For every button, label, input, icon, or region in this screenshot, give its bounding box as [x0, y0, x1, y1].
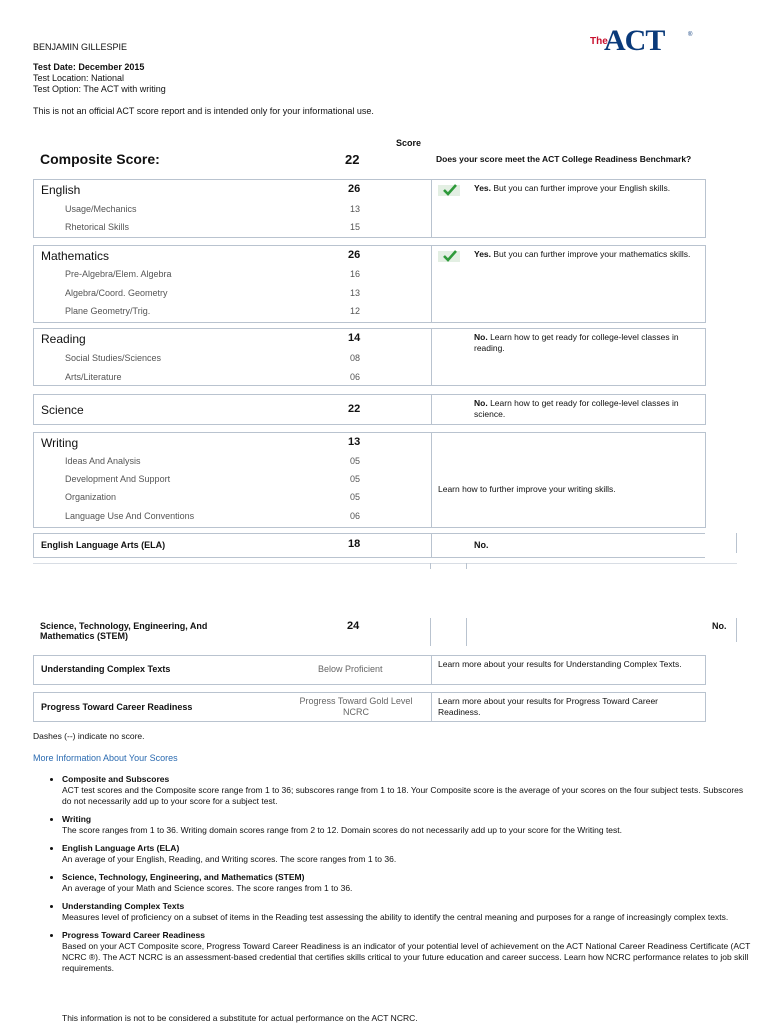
ela-score: 18 [348, 538, 361, 550]
logo-registered: ® [688, 32, 693, 38]
footnote: This information is not to be considered a substitute for actual performance on the ACT NCRC. [62, 1013, 418, 1023]
test-option: Test Option: The ACT with writing [33, 84, 166, 94]
writing-sub-1-label: Ideas And Analysis [65, 456, 141, 466]
uct-score: Below Proficient [318, 664, 383, 674]
english-sub-1-score: 13 [350, 204, 361, 214]
list-item: • Understanding Complex Texts Measures level of proficiency on a subset of items in the Reading test assessing the ability to identify the central meaning and purposes for a range of increasingly complex texts. [62, 901, 752, 923]
benchmark-check-icon [438, 185, 460, 196]
composite-score: 22 [345, 152, 360, 167]
reading-sub-1-score: 08 [350, 353, 361, 363]
uct-message: Learn more about your results for Understanding Complex Texts. [438, 659, 682, 669]
test-location: Test Location: National [33, 73, 125, 83]
english-score: 26 [348, 183, 361, 195]
math-benchmark-message: Yes. But you can further improve your mathematics skills. [474, 249, 691, 259]
ptcr-row [33, 692, 706, 722]
writing-sub-3-label: Organization [65, 492, 117, 502]
writing-section [33, 432, 706, 528]
divider [466, 563, 467, 569]
reading-sub-1-label: Social Studies/Sciences [65, 353, 162, 363]
composite-label: Composite Score: [40, 151, 160, 167]
math-sub-1-score: 16 [350, 269, 361, 279]
writing-sub-3-score: 05 [350, 492, 361, 502]
ela-verdict: No. [474, 540, 489, 550]
writing-sub-4-score: 06 [350, 511, 361, 521]
list-item: • Progress Toward Career Readiness Based on your ACT Composite score, Progress Toward Career Readiness is an indicator of your potential level of achievement on the ACT National Career Readiness Certificate (ACT NCRC ®). The ACT NCRC is an assessment-based credential that certifies skills critical to your future education and career success. Learn how NCRC performance relates to job skill requirements. [62, 930, 752, 974]
notes-list [44, 774, 752, 981]
act-logo [590, 24, 700, 64]
science-section [33, 394, 706, 425]
ela-label: English Language Arts (ELA) [41, 540, 166, 550]
benchmark-check-icon [438, 251, 460, 262]
benchmark-question: Does your score meet the ACT College Readiness Benchmark? [436, 154, 692, 164]
list-item: • Composite and Subscores ACT test scores and the Composite score range from 1 to 36; subscores range from 1 to 18. Your Composite score is the average of your scores on the four subject tests. Subscores do not necessarily add up to your score for a subject test. [62, 774, 752, 807]
english-section [33, 179, 706, 238]
more-info-heading[interactable]: More Information About Your Scores [33, 753, 178, 763]
reading-sub-2-label: Arts/Literature [65, 372, 122, 382]
writing-sub-2-label: Development And Support [65, 474, 171, 484]
stem-score: 24 [347, 620, 360, 632]
logo-the: The [590, 36, 608, 47]
reading-label: Reading [41, 332, 86, 346]
math-score: 26 [348, 249, 361, 261]
list-item: • Writing The score ranges from 1 to 36. Writing domain scores range from 2 to 12. Domain scores do not necessarily add up to your score for the Writing test. [62, 814, 752, 836]
math-section [33, 245, 706, 323]
science-label: Science [41, 403, 84, 417]
writing-sub-4-label: Language Use And Conventions [65, 511, 195, 521]
english-sub-2-score: 15 [350, 222, 361, 232]
divider [430, 563, 431, 569]
stem-label: Science, Technology, Engineering, And Mathematics (STEM) [40, 621, 208, 641]
science-benchmark-message: No. Learn how to get ready for college-level classes in science. [474, 398, 679, 419]
stem-row [33, 618, 737, 646]
writing-sub-2-score: 05 [350, 474, 361, 484]
math-sub-1-label: Pre-Algebra/Elem. Algebra [65, 269, 172, 279]
writing-message: Learn how to further improve your writing skills. [438, 484, 616, 494]
science-score: 22 [348, 403, 361, 415]
english-sub-2-label: Rhetorical Skills [65, 222, 130, 232]
divider [33, 563, 737, 564]
math-sub-3-label: Plane Geometry/Trig. [65, 306, 151, 316]
list-item: • English Language Arts (ELA) An average of your English, Reading, and Writing scores. The score ranges from 1 to 36. [62, 843, 752, 865]
disclaimer: This is not an official ACT score report and is intended only for your informational use. [33, 106, 374, 116]
dashes-note: Dashes (--) indicate no score. [33, 731, 145, 741]
ela-row [33, 533, 705, 558]
test-date: Test Date: December 2015 [33, 62, 145, 72]
reading-sub-2-score: 06 [350, 372, 361, 382]
reading-score: 14 [348, 332, 361, 344]
math-sub-2-score: 13 [350, 288, 361, 298]
uct-label: Understanding Complex Texts [41, 664, 171, 674]
uct-row [33, 655, 706, 685]
logo-act: ACT [604, 24, 665, 57]
writing-label: Writing [41, 436, 79, 450]
english-benchmark-message: Yes. But you can further improve your English skills. [474, 183, 671, 193]
list-item: • Science, Technology, Engineering, and Mathematics (STEM) An average of your Math and Science scores. The score ranges from 1 to 36. [62, 872, 752, 894]
math-sub-2-label: Algebra/Coord. Geometry [65, 288, 168, 298]
english-label: English [41, 183, 81, 197]
math-sub-3-score: 12 [350, 306, 361, 316]
test-info [33, 62, 166, 95]
ptcr-score: Progress Toward Gold Level NCRC [299, 696, 413, 717]
math-label: Mathematics [41, 249, 110, 263]
reading-section [33, 328, 706, 386]
writing-sub-1-score: 05 [350, 456, 361, 466]
student-name: BENJAMIN GILLESPIE [33, 42, 128, 52]
score-column-header: Score [396, 138, 422, 148]
ptcr-message: Learn more about your results for Progress Toward Career Readiness. [438, 696, 658, 717]
english-sub-1-label: Usage/Mechanics [65, 204, 137, 214]
ptcr-label: Progress Toward Career Readiness [41, 702, 193, 712]
stem-verdict: No. [712, 621, 727, 631]
writing-score: 13 [348, 436, 361, 448]
reading-benchmark-message: No. Learn how to get ready for college-level classes in reading. [474, 332, 679, 353]
divider [736, 533, 737, 553]
